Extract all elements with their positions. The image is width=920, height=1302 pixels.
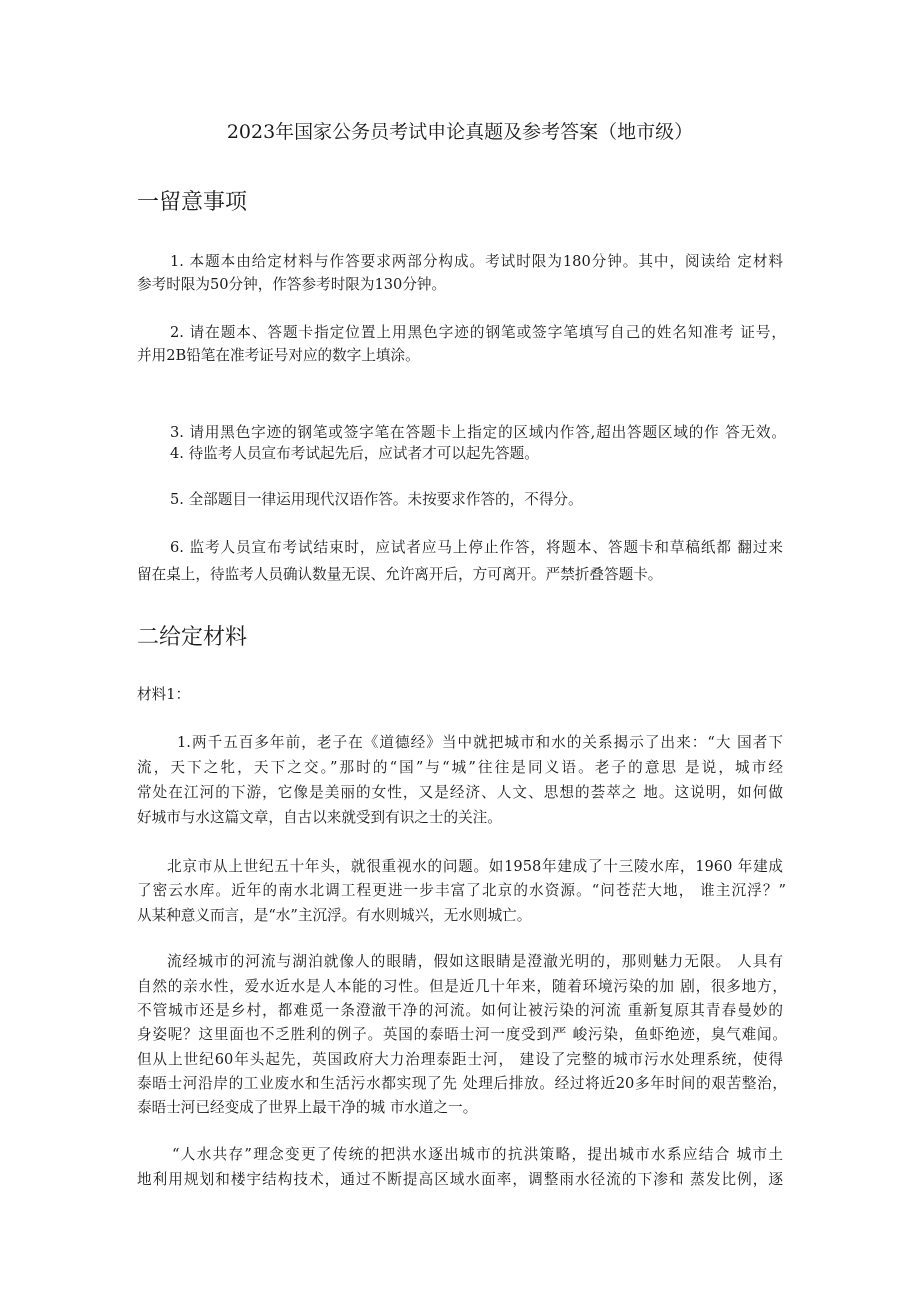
paragraph-line: 不管城市还是乡村，都难觅一条澄澈干净的河流。如何让被污染的河流 重新复原其青春曼妙的 [137,1002,783,1019]
notice-line: 6. 监考人员宣布考试结束时，应试者应马上停止作答，将题本、答题卡和草稿纸都 翻过来 [170,539,783,556]
paragraph-line: 地利用规划和楼宇结构技术，通过不断提高区域水面率，调整雨水径流的下渗和 蒸发比例，逐 [137,1171,783,1188]
paragraph-line: 泰晤士河已经变成了世界上最干净的城 市水道之一。 [137,1099,478,1116]
paragraph-line: “人水共存”理念变更了传统的把洪水逐出城市的抗洪策略，提出城市水系应结合 城市土 [172,1146,783,1163]
notice-line: 并用2B铅笔在准考证号对应的数字上填涂。 [137,347,420,364]
section-heading-materials: 二给定材料 [137,625,248,650]
notice-line: 2. 请在题本、答题卡指定位置上用黑色字迹的钢笔或签字笔填写自己的姓名知准考 证号， [170,324,786,341]
notice-line: 留在桌上，待监考人员确认数量无误、允许离开后，方可离开。严禁折叠答题卡。 [137,566,663,583]
paragraph-line: 流经城市的河流与湖泊就像人的眼睛，假如这眼睛是澄澈光明的，那则魅力无限。 人具有 [167,953,783,970]
notice-line: 5. 全部题目一律运用现代汉语作答。未按要求作答的，不得分。 [170,491,583,508]
notice-line: 1. 本题本由给定材料与作答要求两部分构成。考试时限为180分钟。其中，阅读给 定材料 [170,253,783,270]
paragraph-line: 但从上世纪60年头起先，英国政府大力治理泰距士河， 建设了完整的城市污水处理系统，使得 [137,1051,783,1068]
paragraph-line: 了密云水库。近年的南水北调工程更进一步丰富了北京的水资源。“问苍茫大地， 谁主沉浮？” [137,882,786,899]
notice-line: 3. 请用黑色字迹的钢笔或签字笔在答题卡上指定的区域内作答,超出答题区域的作 答无效。 [170,424,786,441]
paragraph-line: 好城市与水这篇文章，自古以来就受到有识之士的关注。 [137,809,502,826]
paragraph-line: 身姿呢？这里面也不乏胜利的例子。英国的泰晤士河一度受到严 峻污染，鱼虾绝迹，臭气难闻。 [137,1026,787,1043]
notice-line: 参考时限为50分钟，作答参考时限为130分钟。 [137,276,447,293]
paragraph-line: 1.两千五百多年前，老子在《道德经》当中就把城市和水的关系揭示了出来：“大 国者下 [177,734,783,751]
document-title: 2023年国家公务员考试申论真题及参考答案（地市级） [226,121,694,143]
paragraph-line: 常处在江河的下游，它像是美丽的女性，又是经济、人文、思想的荟萃之 地。这说明，如何做 [137,784,783,801]
paragraph-line: 泰晤士河沿岸的工业废水和生活污水都实现了先 处理后排放。经过将近20多年时间的艰苦整治， [137,1075,787,1092]
paragraph-line: 流，天下之牝，天下之交。”那时的“国”与“城”往往是同义语。老子的意思 是说，城市经 [137,759,783,776]
section-heading-notes: 一留意事项 [137,190,248,215]
paragraph-line: 北京市从上世纪五十年头，就很重视水的问题。如1958年建成了十三陵水库，1960 年建成 [167,858,783,875]
notice-line: 4. 待监考人员宣布考试起先后，应试者才可以起先答题。 [170,445,539,462]
paragraph-line: 从某种意义而言，是“水”主沉浮。有水则城兴，无水则城亡。 [137,907,532,924]
material-label: 材料1： [137,686,191,703]
paragraph-line: 自然的亲水性，爱水近水是人本能的习性。但是近几十年来，随着环境污染的加 剧，很多地方， [137,978,787,995]
